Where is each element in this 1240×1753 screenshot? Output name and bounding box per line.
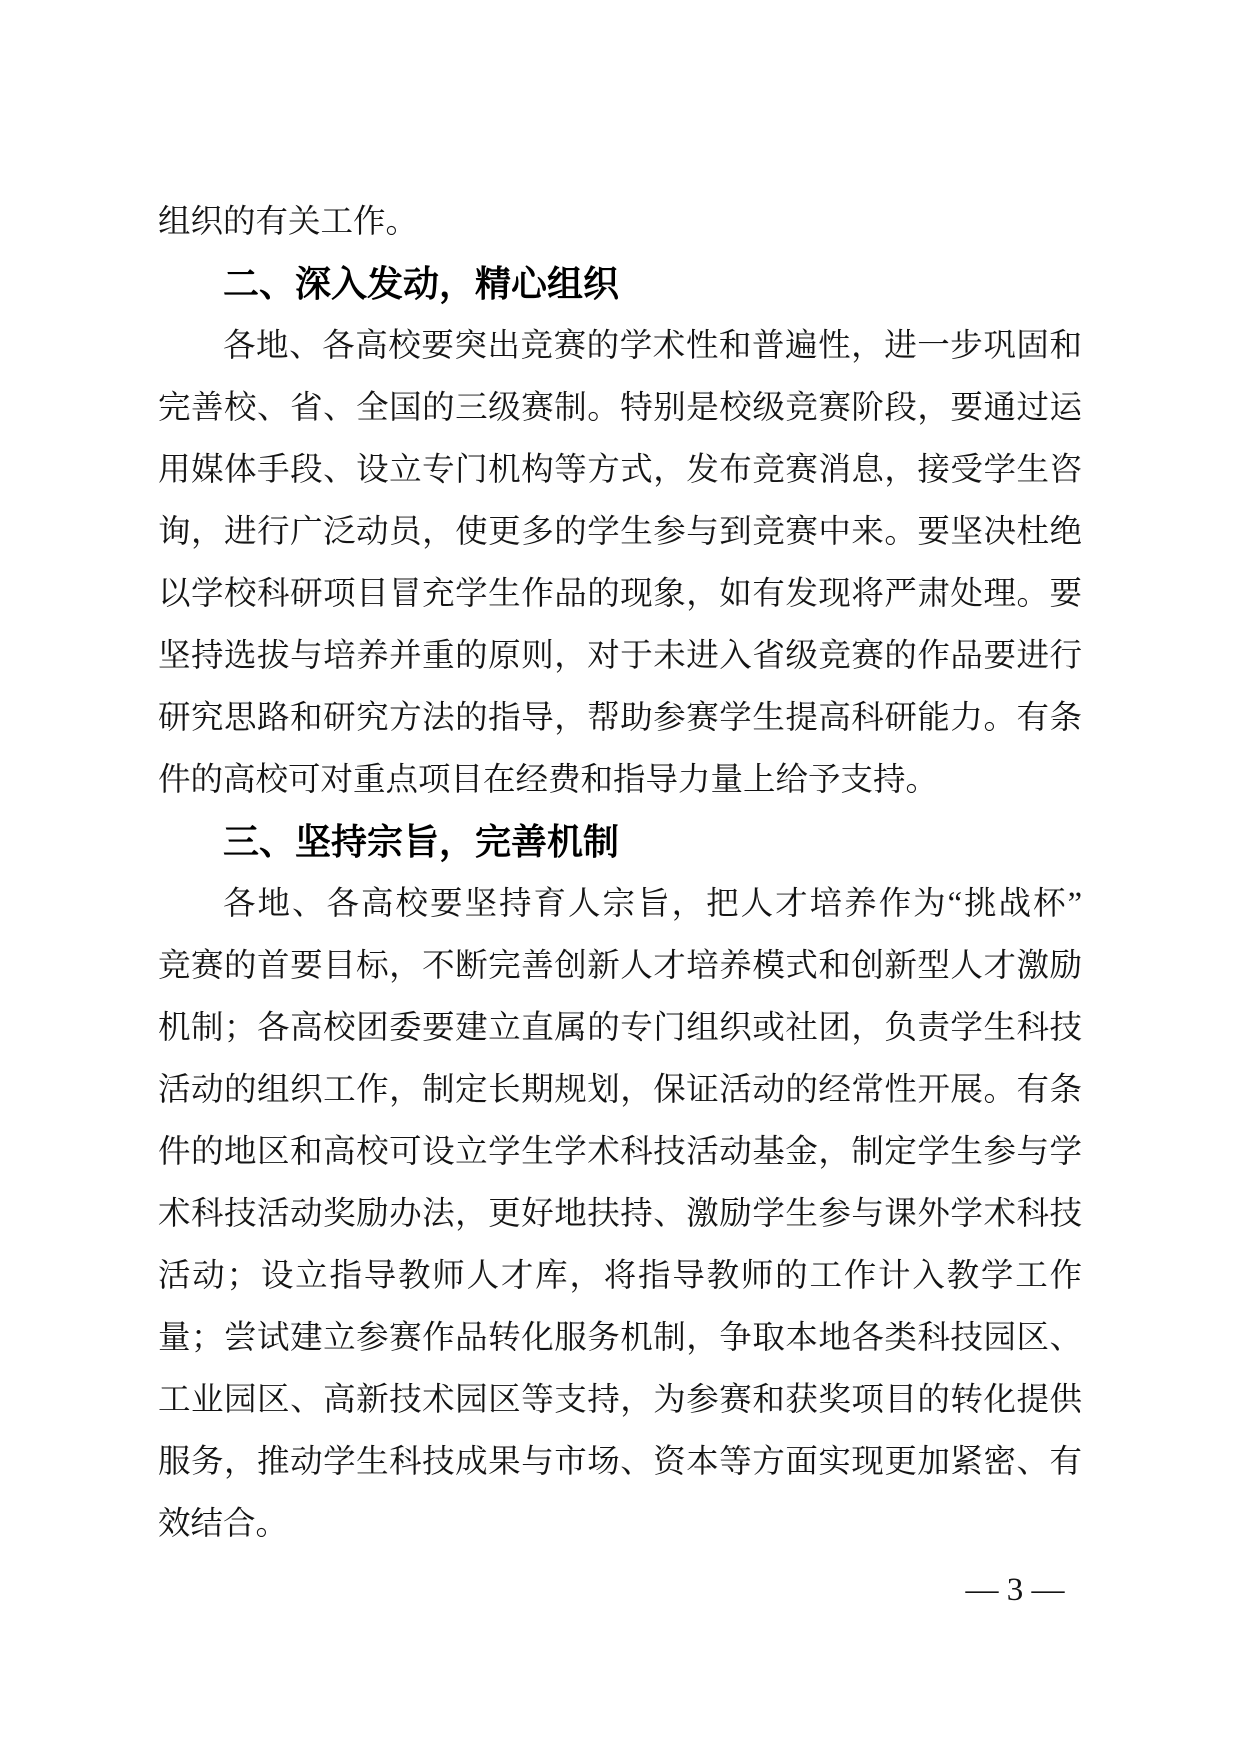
body-text-line: 完善校、省、全国的三级赛制。特别是校级竞赛阶段，要通过运 xyxy=(158,390,1082,426)
body-text-line: 活动；设立指导教师人才库，将指导教师的工作计入教学工作 xyxy=(158,1258,1082,1294)
page-number: — 3 — xyxy=(965,1572,1065,1608)
body-text-line: 机制；各高校团委要建立直属的专门组织或社团，负责学生科技 xyxy=(158,1010,1082,1046)
body-text-line: 坚持选拔与培养并重的原则，对于未进入省级竞赛的作品要进行 xyxy=(158,638,1082,674)
body-text-line: 研究思路和研究方法的指导，帮助参赛学生提高科研能力。有条 xyxy=(158,700,1082,736)
body-text-line: 服务，推动学生科技成果与市场、资本等方面实现更加紧密、有 xyxy=(158,1444,1082,1480)
section-heading-2: 二、深入发动，精心组织 xyxy=(223,263,620,304)
body-text-line: 询，进行广泛动员，使更多的学生参与到竞赛中来。要坚决杜绝 xyxy=(158,514,1082,550)
body-text-line: 术科技活动奖励办法，更好地扶持、激励学生参与课外学术科技 xyxy=(158,1196,1082,1232)
section-heading-3: 三、坚持宗旨，完善机制 xyxy=(223,821,620,862)
body-text-line: 效结合。 xyxy=(158,1506,289,1542)
body-text-line: 竞赛的首要目标，不断完善创新人才培养模式和创新型人才激励 xyxy=(158,948,1082,984)
body-text-line: 用媒体手段、设立专门机构等方式，发布竞赛消息，接受学生咨 xyxy=(158,452,1082,488)
body-text-line: 件的高校可对重点项目在经费和指导力量上给予支持。 xyxy=(158,762,939,798)
body-text-line: 活动的组织工作，制定长期规划，保证活动的经常性开展。有条 xyxy=(158,1072,1082,1108)
body-text-line: 组织的有关工作。 xyxy=(158,204,419,240)
body-text-line: 各地、各高校要坚持育人宗旨，把人才培养作为“挑战杯” xyxy=(223,886,1082,922)
body-text-line: 量；尝试建立参赛作品转化服务机制，争取本地各类科技园区、 xyxy=(158,1320,1082,1356)
body-text-line: 工业园区、高新技术园区等支持，为参赛和获奖项目的转化提供 xyxy=(158,1382,1082,1418)
body-text-line: 各地、各高校要突出竞赛的学术性和普遍性，进一步巩固和 xyxy=(223,328,1082,364)
body-text-line: 件的地区和高校可设立学生学术科技活动基金，制定学生参与学 xyxy=(158,1134,1082,1170)
body-text-line: 以学校科研项目冒充学生作品的现象，如有发现将严肃处理。要 xyxy=(158,576,1082,612)
document-body xyxy=(158,191,1082,1555)
